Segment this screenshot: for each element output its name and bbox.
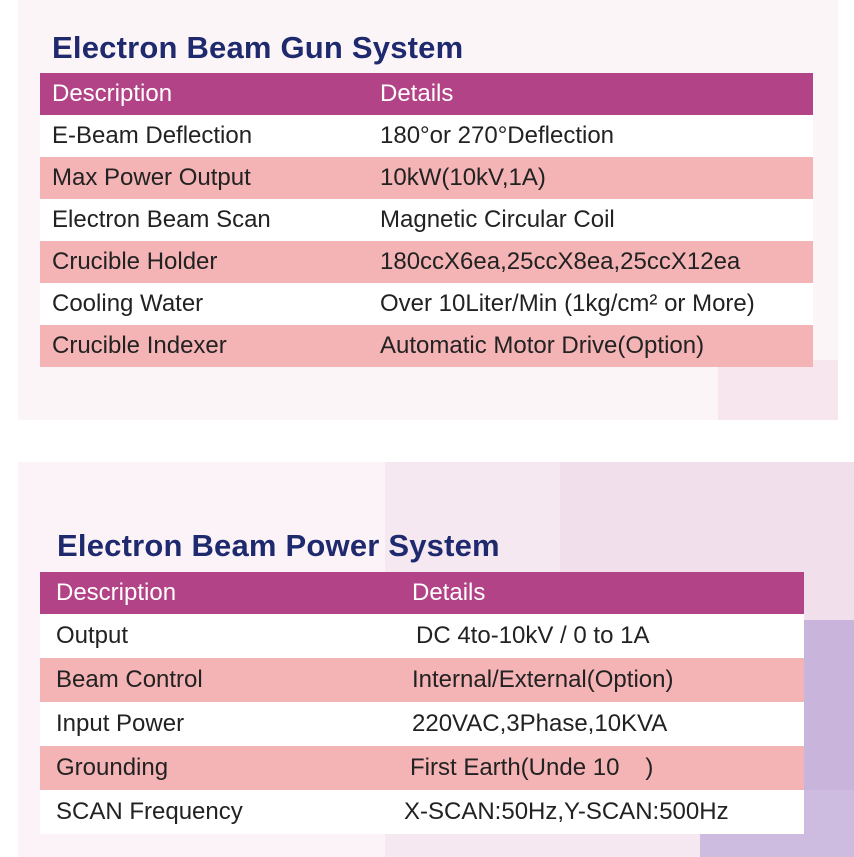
table-header-row [40,73,813,115]
row-details: Internal/External(Option) [398,658,804,702]
row-description: Cooling Water [40,283,368,325]
row-details: 10kW(10kV,1A) [368,157,813,199]
row-details: Over 10Liter/Min (1kg/cm² or More) [368,283,813,325]
gun-system-table [40,73,813,367]
row-description: E-Beam Deflection [40,115,368,157]
gun-system-title: Electron Beam Gun System [52,30,464,65]
table-row [40,790,804,834]
row-details: X-SCAN:50Hz,Y-SCAN:500Hz [398,790,804,834]
row-description: Input Power [40,702,398,746]
table-row [40,325,813,367]
row-description: SCAN Frequency [40,790,398,834]
row-description: Output [40,614,398,658]
row-details: 180ccX6ea,25ccX8ea,25ccX12ea [368,241,813,283]
power-system-title: Electron Beam Power System [57,528,500,563]
row-details: DC 4to-10kV / 0 to 1A [398,614,804,658]
power-system-table [40,572,804,834]
table-header-row [40,572,804,614]
header-details: Details [368,73,813,115]
row-description: Crucible Indexer [40,325,368,367]
row-description: Max Power Output [40,157,368,199]
row-description: Crucible Holder [40,241,368,283]
table-row [40,283,813,325]
table-row [40,157,813,199]
table-row [40,702,804,746]
table-row [40,115,813,157]
row-details: Magnetic Circular Coil [368,199,813,241]
table-row [40,241,813,283]
grounding-details-suffix: ) [645,754,654,781]
top-panel-tint-block [718,360,838,420]
row-details [398,746,804,790]
row-description: Beam Control [40,658,398,702]
header-details: Details [398,572,804,614]
table-row [40,658,804,702]
row-description: Electron Beam Scan [40,199,368,241]
row-description: Grounding [40,746,398,790]
header-description: Description [40,73,368,115]
row-details: Automatic Motor Drive(Option) [368,325,813,367]
row-details: 220VAC,3Phase,10KVA [398,702,804,746]
header-description: Description [40,572,398,614]
table-row [40,746,804,790]
row-details: 180°or 270°Deflection [368,115,813,157]
table-row [40,614,804,658]
table-row [40,199,813,241]
grounding-details-text: First Earth(Unde 10 [410,754,620,781]
